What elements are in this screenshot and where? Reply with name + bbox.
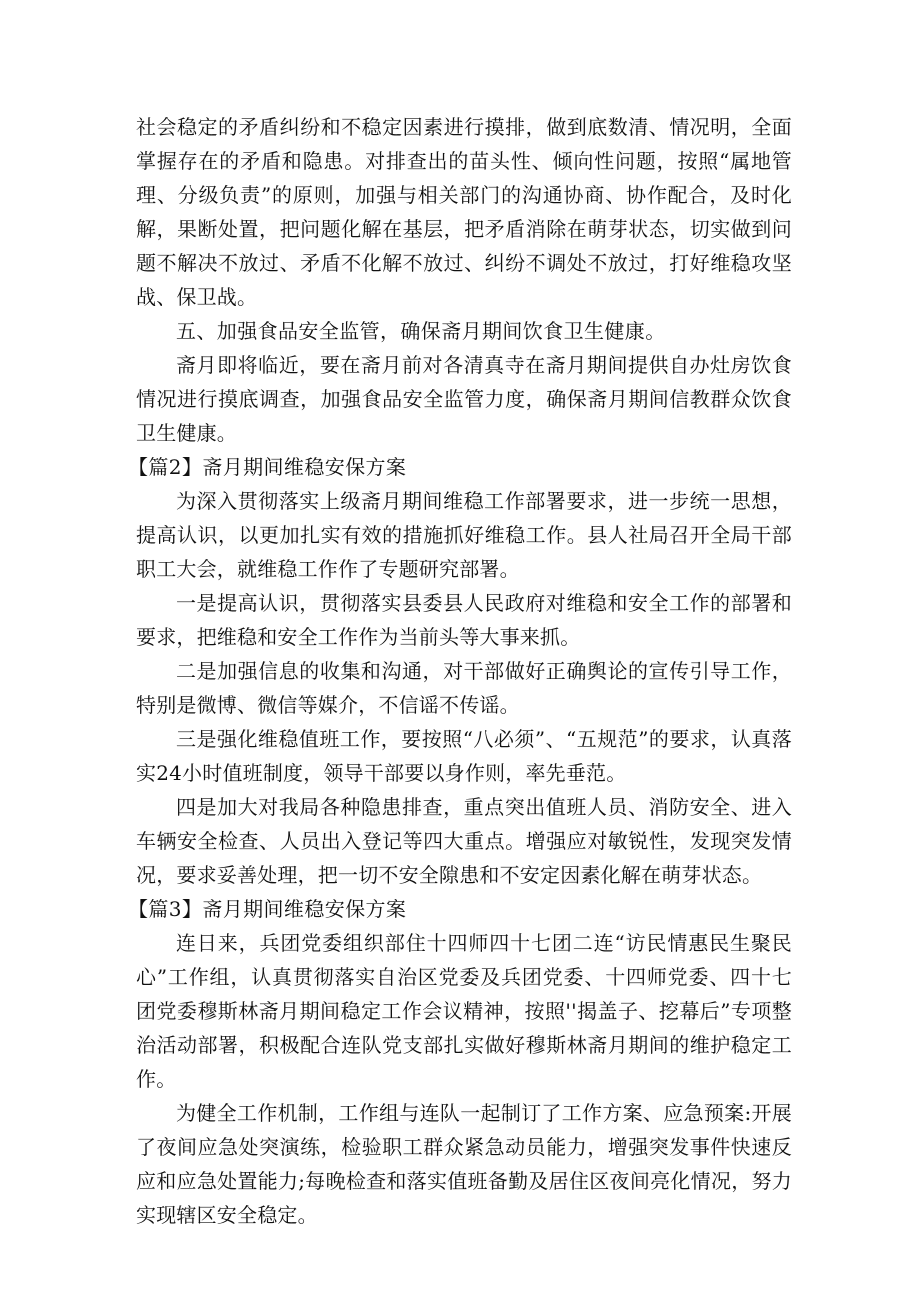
paragraph-food-safety: 斋月即将临近，要在斋月前对各清真寺在斋月期间提供自办灶房饮食情况进行摸底调查，加强食品安全监管力度，确保斋月期间信教群众饮食卫生健康。 [136, 353, 792, 445]
paragraph-article2-point1: 一是提高认识，贯彻落实县委县人民政府对维稳和安全工作的部署和要求，把维稳和安全工作作为当前头等大事来抓。 [136, 591, 792, 649]
article-title-2: 【篇2】斋月期间维稳安保方案 [128, 455, 407, 479]
paragraph-article2-point3: 三是强化维稳值班工作，要按照“八必须”、“五规范”的要求，认真落实24小时值班制度，领导干部要以身作则，率先垂范。 [136, 727, 792, 785]
paragraph-article2-intro: 为深入贯彻落实上级斋月期间维稳工作部署要求，进一步统一思想，提高认识，以更加扎实有效的措施抓好维稳工作。县人社局召开全局干部职工大会，就维稳工作作了专题研究部署。 [136, 489, 792, 581]
article-title-3: 【篇3】斋月期间维稳安保方案 [128, 897, 407, 921]
paragraph-article3-mechanism: 为健全工作机制，工作组与连队一起制订了工作方案、应急预案:开展了夜间应急处突演练，检验职工群众紧急动员能力，增强突发事件快速反应和应急处置能力;每晚检查和落实值班备勤及居住区夜间亮化情况，努力实现辖区安全稳定。 [136, 1101, 792, 1227]
paragraph-continuation: 社会稳定的矛盾纠纷和不稳定因素进行摸排，做到底数清、情况明，全面掌握存在的矛盾和隐患。对排查出的苗头性、倾向性问题，按照“属地管理、分级负责”的原则，加强与相关部门的沟通协商、协作配合，及时化解，果断处置，把问题化解在基层，把矛盾消除在萌芽状态，切实做到问题不解决不放过、矛盾不化解不放过、纠纷不调处不放过，打好维稳攻坚战、保卫战。 [136, 115, 792, 309]
document-page [128, 110, 792, 1232]
paragraph-article3-intro: 连日来，兵团党委组织部住十四师四十七团二连“访民情惠民生聚民心”工作组，认真贯彻落实自治区党委及兵团党委、十四师党委、四十七团党委穆斯林斋月期间稳定工作会议精神，按照''揭盖子、挖幕后”专项整治活动部署，积极配合连队党支部扎实做好穆斯林斋月期间的维护稳定工作。 [136, 931, 792, 1091]
section-heading-5: 五、加强食品安全监管，确保斋月期间饮食卫生健康。 [176, 319, 666, 343]
paragraph-article2-point2: 二是加强信息的收集和沟通，对干部做好正确舆论的宣传引导工作，特别是微博、微信等媒介，不信谣不传谣。 [136, 659, 792, 717]
paragraph-article2-point4: 四是加大对我局各种隐患排查，重点突出值班人员、消防安全、进入车辆安全检查、人员出入登记等四大重点。增强应对敏锐性，发现突发情况，要求妥善处理，把一切不安全隙患和不安定因素化解在萌芽状态。 [136, 795, 792, 887]
